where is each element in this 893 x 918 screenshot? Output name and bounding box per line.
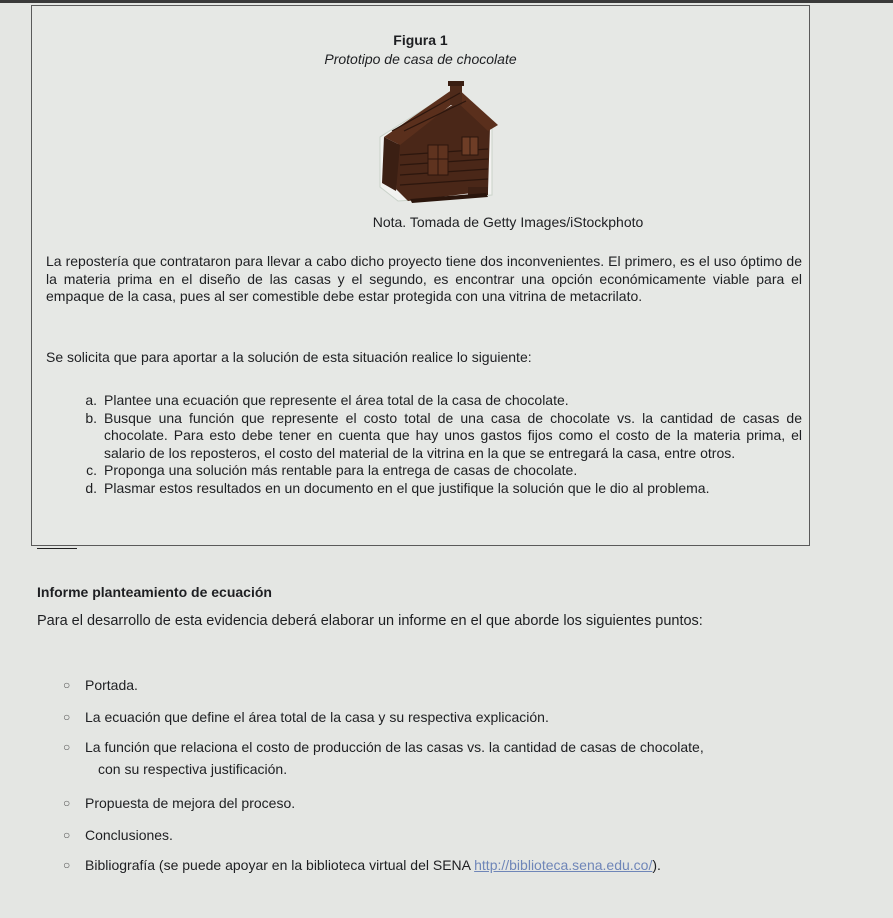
task-item xyxy=(72,462,802,480)
figure-title: Figura 1 xyxy=(393,32,448,48)
bullet-icon: ○ xyxy=(63,828,71,842)
point-text: La función que relaciona el costo de producción de las casas vs. la cantidad de casas de chocolate, xyxy=(85,739,704,755)
task-item xyxy=(72,480,802,498)
list-item xyxy=(63,737,823,758)
task-list xyxy=(72,392,802,498)
task-marker: a. xyxy=(85,392,97,408)
list-item xyxy=(63,855,823,876)
point-text: Propuesta de mejora del proceso. xyxy=(85,795,296,811)
request-paragraph: Se solicita que para aportar a la solución de esta situación realice lo siguiente: xyxy=(46,349,532,365)
list-item xyxy=(63,793,823,814)
panel-divider xyxy=(37,548,77,549)
bullet-icon: ○ xyxy=(63,710,71,724)
task-text: Busque una función que represente el costo total de una casa de chocolate vs. la cantidad de casas de chocolate. Para esto debe tener en cuenta que hay unos gastos fijos como el costo de la materia prima, el salario de los reposteros, el costo del material de la vitrina en la que se entregará la casa, entre otros. xyxy=(104,409,802,461)
chocolate-house-image xyxy=(370,79,502,207)
task-item xyxy=(72,392,802,410)
figure-subtitle: Prototipo de casa de chocolate xyxy=(324,51,517,67)
biblio-text: Bibliografía (se puede apoyar en la biblioteca virtual del SENA xyxy=(85,857,475,873)
point-text: con su respectiva justificación. xyxy=(98,761,288,777)
point-text: Conclusiones. xyxy=(85,827,173,843)
sena-library-link[interactable]: http://biblioteca.sena.edu.co/ xyxy=(474,857,653,873)
list-item xyxy=(63,707,823,728)
bullet-icon: ○ xyxy=(63,796,71,810)
case-panel xyxy=(31,5,810,546)
problem-paragraph: La repostería que contrataron para llevar a cabo dicho proyecto tiene dos inconvenientes. El primero, es el uso óptimo de la materia prima en el diseño de las casas y el segundo, es encontrar una opción económicamente viable para el empaque de la casa, pues al ser comestible debe estar protegida con una vitrina de metacrilato. xyxy=(46,253,802,305)
task-marker: b. xyxy=(85,409,97,426)
biblio-end: ). xyxy=(652,857,661,873)
point-text: La ecuación que define el área total de la casa y su respectiva explicación. xyxy=(85,709,549,725)
task-text: Plasmar estos resultados en un documento en el que justifique la solución que le dio al problema. xyxy=(104,479,710,496)
section-intro: Para el desarrollo de esta evidencia deberá elaborar un informe en el que aborde los siguientes puntos: xyxy=(37,613,703,629)
top-edge xyxy=(0,0,893,3)
list-item xyxy=(63,675,823,696)
bullet-icon: ○ xyxy=(63,858,71,872)
task-marker: c. xyxy=(86,462,97,479)
task-text: Plantee una ecuación que represente el área total de la casa de chocolate. xyxy=(104,392,569,408)
point-continuation xyxy=(98,759,798,780)
task-item xyxy=(72,410,802,463)
list-item xyxy=(63,825,823,846)
figure-note: Nota. Tomada de Getty Images/iStockphoto xyxy=(372,214,644,230)
bullet-icon: ○ xyxy=(63,678,71,692)
point-text-biblio xyxy=(85,855,823,876)
section-title: Informe planteamiento de ecuación xyxy=(37,584,272,600)
task-text: Proponga una solución más rentable para la entrega de casas de chocolate. xyxy=(104,462,578,479)
bullet-icon: ○ xyxy=(63,740,71,754)
task-marker: d. xyxy=(85,479,97,496)
point-text: Portada. xyxy=(85,677,138,693)
